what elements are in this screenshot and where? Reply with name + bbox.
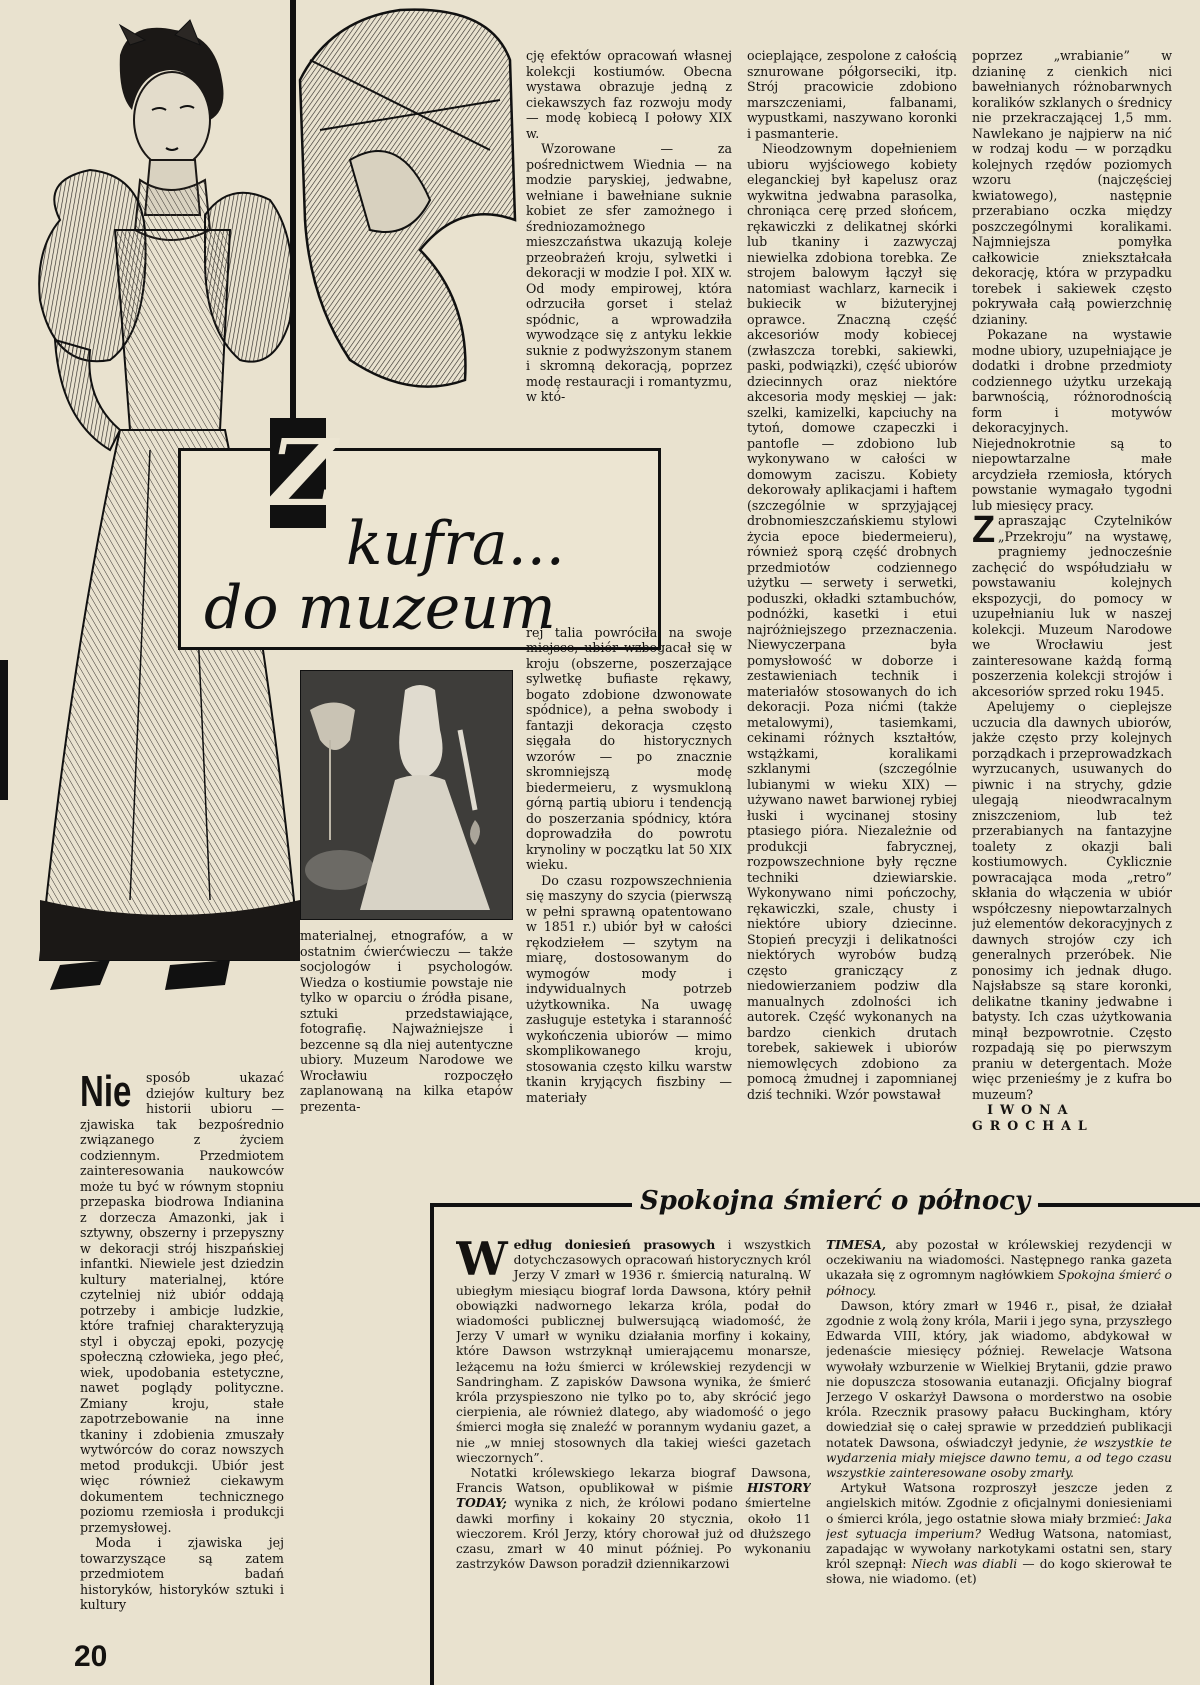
column-5-para-2: apraszając Czytelników „Przekroju” na wystawę, pragniemy jednocześnie zachęcić do współudziału w powstawaniu kolejnych ekspozycji, do pomocy w uzupełnianiu luk w naszej kolekcji. Muzeum Narodowe we Wrocławiu jest zainteresowane każdą formą poszerzenia kolekcji strojów i akcesoriów sprzed roku 1945.: [972, 513, 1172, 699]
sidebar-lead: edług doniesień prasowych: [513, 1238, 716, 1252]
title-line-1: kufra...: [346, 509, 565, 579]
column-4-para-1: Nieodzownym dopełnieniem ubioru wyjściowego kobiety eleganckiej był kapelusz oraz wykwitna jedwabna parasolka, chroniąca cerę przed słońcem, rękawiczki z delikatnej skórki lub tkaniny i zazwyczaj niewielka zdobiona torebka. Ze strojem balowym łączył się natomiast wachlarz, karnecik i bukiecik w biżuteryjnej oprawce. Znaczną część akcesoriów mody kobiecej (zwłaszcza torebki, sakiewki, paski, podwiązki), część ubiorów dziecinnych oraz niektóre akcesoria mody męskiej — jak: szelki, kamizelki, kapciuchy na tytoń, domowe czapeczki i pantofle — zdobiono lub wykonywano w całości w domowym zaciszu. Kobiety dekorowały aplikacjami i haftem (szczególnie w sprzyjającej drobnomieszczańskiemu stylowi życia epoce biedermeieru), również sporą część drobnych przedmiotów codziennego użytku — serwety i serwetki, poduszki, okładki sztambuchów, podnóżki, kasetki i etui najróżniejszego przeznaczenia. Niewyczerpana była pomysłowość w doborze i zestawieniach technik i materiałów stosowanych do ich dekoracji. Poza nićmi (także metalowymi), tasiemkami, cekinami różnych kształtów, wstążkami, koralikami szklanymi (szczególnie lubianymi w wieku XIX) — używano nawet barwionej rybiej łuski i wycinanej stosiny ptasiego pióra. Niezależnie od produkcji fabrycznej, rozpowszechnione były ręczne techniki dziewiarskie. Wykonywano nimi pończochy, rękawiczki, szale, chusty i niektóre ubiory dziecinne. Stopień precyzji i delikatności niektórych wyrobów budzą często graniczący z niedowierzaniem podziw dla manualnych zdolności ich autorek. Część wykonanych na bardzo cienkich drutach torebek, sakiewek i ubiorów niemowlęcych zdobiono za pomocą żmudnej i zapomnianej dziś techniki. Wzór powstawał: [747, 141, 957, 1102]
sidebar-title: Spokojna śmierć o północy: [632, 1186, 1038, 1216]
sidebar-para-3: aby pozostał w królewskiej rezydencji w oczekiwaniu na wiadomości. Następnego ranka gazeta ukazała się z ogromnym nagłówkiem: [826, 1238, 1172, 1283]
sidebar-journal-name: HISTORY TODAY;: [456, 1481, 811, 1511]
column-3-para-3: Do czasu rozpowszechnienia się maszyny do szycia (pierwszą w pełni sprawną opatentowano w 1851 r.) ubiór był w całości rękodziełem — szytym na miarę, dostosowanym do wymogów mody i indywidualnych potrzeb użytkownika. Na uwagę zasługuje estetyka i staranność wykończenia ubiorów — mimo skomplikowanego kroju, stosowania często kilku warstw tkanin kryjących fiszbiny — materiały: [526, 872, 732, 1105]
article-column-5: [972, 48, 1172, 1166]
sidebar-last-words-watson: Niech was diabli: [911, 1557, 1018, 1572]
sidebar-newspaper-name: TIMESA,: [826, 1238, 887, 1252]
sidebar-para-5b: Według Watsona, natomiast, zapadając w wywołany narkotykami ostatni sen, stary król szepnął:: [826, 1526, 1172, 1572]
column-5-para-1: Pokazane na wystawie modne ubiory, uzupełniające je dodatki i drobne przedmioty codziennego użytku urzekają barwnością, różnorodnością form i motywów dekoracyjnych. Niejednokrotnie są to niepowtarzalne małe arcydzieła rzemiosła, których powstanie wymagało tygodni lub miesięcy pracy.: [972, 327, 1172, 513]
intro-paragraph-2: Moda i zjawiska jej towarzyszące są zatem przedmiotem badań historyków, historyków sztuki i kultury: [80, 1535, 284, 1612]
intro-dropcap: Nie: [80, 1070, 132, 1116]
sidebar-column-2: [826, 1238, 1172, 1643]
column-5-dropcap: Z: [972, 509, 996, 551]
sidebar-para-1: i wszystkich dotychczasowych opracowań historycznych król Jerzy V zmarł w 1936 r. śmiercią naturalną. W ubiegłym miesiącu biograf lorda Dawsona, który pełnił obowiązki nadwornego lekarza króla, podał do wiadomości publicznej bulwersującą wiadomość, że Jerzy V umarł w wyniku działania morfiny i kokainy, które Dawson wstrzyknął umierającemu monarsze, leżącemu na łożu śmierci w królewskiej rezydencji w Sandringham. Z zapisków Dawsona wynika, że śmierć króla przyspieszono nie tylko po to, aby skrócić jego cierpienia, ale również dlatego, aby wiadomość o jego śmierci mogła się znaleźć w porannym wydaniu gazet, a nie „w mniej stosownych dla takiej wieści gazetach wieczornych”.: [456, 1238, 811, 1465]
title-line-2: do muzeum: [204, 573, 556, 643]
column-3-intro: cję efektów opracowań własnej kolekcji kostiumów. Obecna wystawa obrazuje jedną z ciekawszych faz rozwoju mody — modę kobiecą I połowy XIX w.: [526, 48, 732, 141]
sidebar-dropcap: W: [456, 1238, 508, 1286]
sidebar-headline: Spokojna śmierć o północy.: [826, 1268, 1172, 1298]
sidebar-rule-left: [430, 1203, 434, 1685]
article-column-3: [526, 48, 732, 1166]
sidebar-column-1: [456, 1238, 811, 1643]
article-column-1: [80, 1070, 284, 1632]
article-column-2: [300, 928, 513, 1168]
sidebar-quote: że wszystkie te wydarzenia miały miejsce dawno temu, a od tego czasu wszystkie zainteresowane osoby zmarły.: [826, 1435, 1172, 1481]
page-number: 20: [74, 1640, 108, 1673]
column-5-para-3: Apelujemy o cieplejsze uczucia dla dawnych ubiorów, jakże często przy kolejnych porządkach i przeprowadzkach wyrzucanych, usuwanych do piwnic i na strychy, gdzie ulegają nieodwracalnym zniszczeniom, lub też przerabianych na fantazyjne toalety z okazji bali kostiumowych. Cyklicznie powracająca moda „retro” skłania do włączenia w ubiór współczesny niepowtarzalnych już elementów dekoracyjnych z dawnych strojów czy ich generalnych przeróbek. Nie ponosimy ich jednak długo. Najsłabsze są stare koronki, delikatne tkaniny jedwabne i batysty. Ich czas użytkowania minął bezpowrotnie. Często rozpadają się po pierwszym praniu w detergentach. Może więc przenieśmy je z kufra bo muzeum?: [972, 699, 1172, 1102]
column-4-intro: ocieplające, zespolone z całością sznurowane półgorseciki, itp. Strój pracowicie zdobiono marszczeniami, falbanami, wypustkami, naszywano koronki i pasmanterie.: [747, 48, 957, 141]
column-5-intro: poprzez „wrabianie” w dzianinę z cienkich nici bawełnianych różnobarwnych koralików szklanych o średnicy nie przekraczającej 1,5 mm. Nawlekano je najpierw na nić w rodzaj kodu — w porządku kolejnych rzędów poziomych wzoru (najczęściej kwiatowego), następnie przerabiano oczka między poszczególnymi koralikami. Najmniejsza pomyłka całkowicie zniekształcała dekorację, która w przypadku torebek i sakiewek często pokrywała całą powierzchnię dzianiny.: [972, 48, 1172, 327]
museum-dress-photo: [300, 670, 513, 920]
column-3-para-1: Wzorowane — za pośrednictwem Wiednia — na modzie paryskiej, jedwabne, wełniane i bawełniane suknie kobiet ze sfer zamożnego i średniozamożnego mieszczaństwa ukazują koleje przeobrażeń kroju, sylwetki i dekoracji w modzie I poł. XIX w. Od mody empirowej, która odrzuciła gorset i stelaż spódnic, a wprowadziła wywodzące się z antyku lekkie suknie z podwyższonym stanem i skromną dekoracją, poprzez modę restauracji i romantyzmu, w któ-: [526, 141, 732, 404]
hat-illustration: [290, 0, 520, 420]
column-2-text: materialnej, etnografów, a w ostatnim ćwierćwieczu — także socjologów i psychologów. Wiedza o kostiumie powstaje nie tylko w oparciu o źródła pisane, sztuki przedstawiające, fotografię. Najważniejsze i bezcenne są dla niej autentyczne ubiory. Muzeum Narodowe we Wrocławiu rozpoczęło zaplanowaną na kilka etapów prezenta-: [300, 928, 513, 1114]
author-signature: IWONA GROCHAL: [972, 1102, 1094, 1133]
column-3-para-2: rej talia powróciła na swoje miejsce, ubiór wzbogacał się w kroju (obszerne, poszerzające sylwetkę bufiaste rękawy, bogato zdobione dzwonowate spódnice), a pełna swobody i fantazji dekoracja często sięgała do historycznych wzorów — po znacznie skromniejszą modę biedermeieru, z wysmukloną górną partią ubioru i tendencją do poszerzania spódnicy, która doprowadziła do powrotu krynoliny w początku lat 50 XIX wieku.: [526, 624, 732, 872]
sidebar-para-2a: Notatki królewskiego lekarza biograf Dawsona, Francis Watson, opublikował w piśmie: [456, 1466, 811, 1496]
sidebar-para-4: Dawson, który zmarł w 1946 r., pisał, że działał zgodnie z wolą żony króla, Marii i jego syna, przyszłego Edwarda VIII, który, jak wiadomo, abdykował w jedenaście miesięcy później. Rewelacje Watsona wywołały wzburzenie w Wielkiej Brytanii, gdzie prawo nie dopuszcza stosowania eutanazji. Oficjalny biograf Jerzego V oskarżył Dawsona o morderstwo na osobie króla. Rzecznik prasowy pałacu Buckingham, który dowiedział się o całej sprawie w przeddzień publikacji notatek Dawsona, oświadczył jedynie,: [826, 1298, 1172, 1450]
sidebar-para-5c: — do kogo skierował te słowa, nie wiadomo. (et): [826, 1557, 1172, 1587]
sidebar-para-2b: wynika z nich, że królowi podano śmiertelne dawki morfiny i kokainy 20 stycznia, około 11 wieczorem. Król Jerzy, który chorował już od dłuższego czasu, zmarł w 40 minut później. Po wykonaniu zastrzyków Dawson poradził dziennikarzowi: [456, 1496, 811, 1572]
title-initial: Z: [270, 419, 338, 527]
sidebar-para-5a: Artykuł Watsona rozproszył jeszcze jeden z angielskich mitów. Zgodnie z oficjalnymi doniesieniami o śmierci króla, jego ostatnie słowa miały brzmieć:: [826, 1481, 1172, 1526]
intro-paragraph-1: sposób ukazać dziejów kultury bez historii ubioru — zjawiska tak bezpośrednio związanego z życiem codziennym. Przedmiotem zainteresowania naukowców może tu być w równym stopniu przepaska biodrowa Indianina z dorzecza Amazonki, jak i sztywny, obszerny i przepyszny w dekoracji strój hiszpańskiej infantki. Niewiele jest dziedzin kultury materialnej, które czytelniej niż ubiór oddają potrzeby i ambicje ludzkie, które trafniej charakteryzują styl i obyczaj epoki, pozycję społeczną człowieka, jego płeć, wiek, upodobania estetyczne, nawet poglądy polityczne. Zmiany kroju, stałe zapotrzebowanie na inne tkaniny i zdobienia zmuszały wytwórców do coraz nowszych metod produkcji. Ubiór jest więc również ciekawym dokumentem technicznego poziomu rzemiosła i produkcji przemysłowej.: [80, 1070, 284, 1535]
sidebar-last-words-official: Jaka jest sytuacja imperium?: [826, 1511, 1172, 1541]
article-column-4: [747, 48, 957, 1166]
